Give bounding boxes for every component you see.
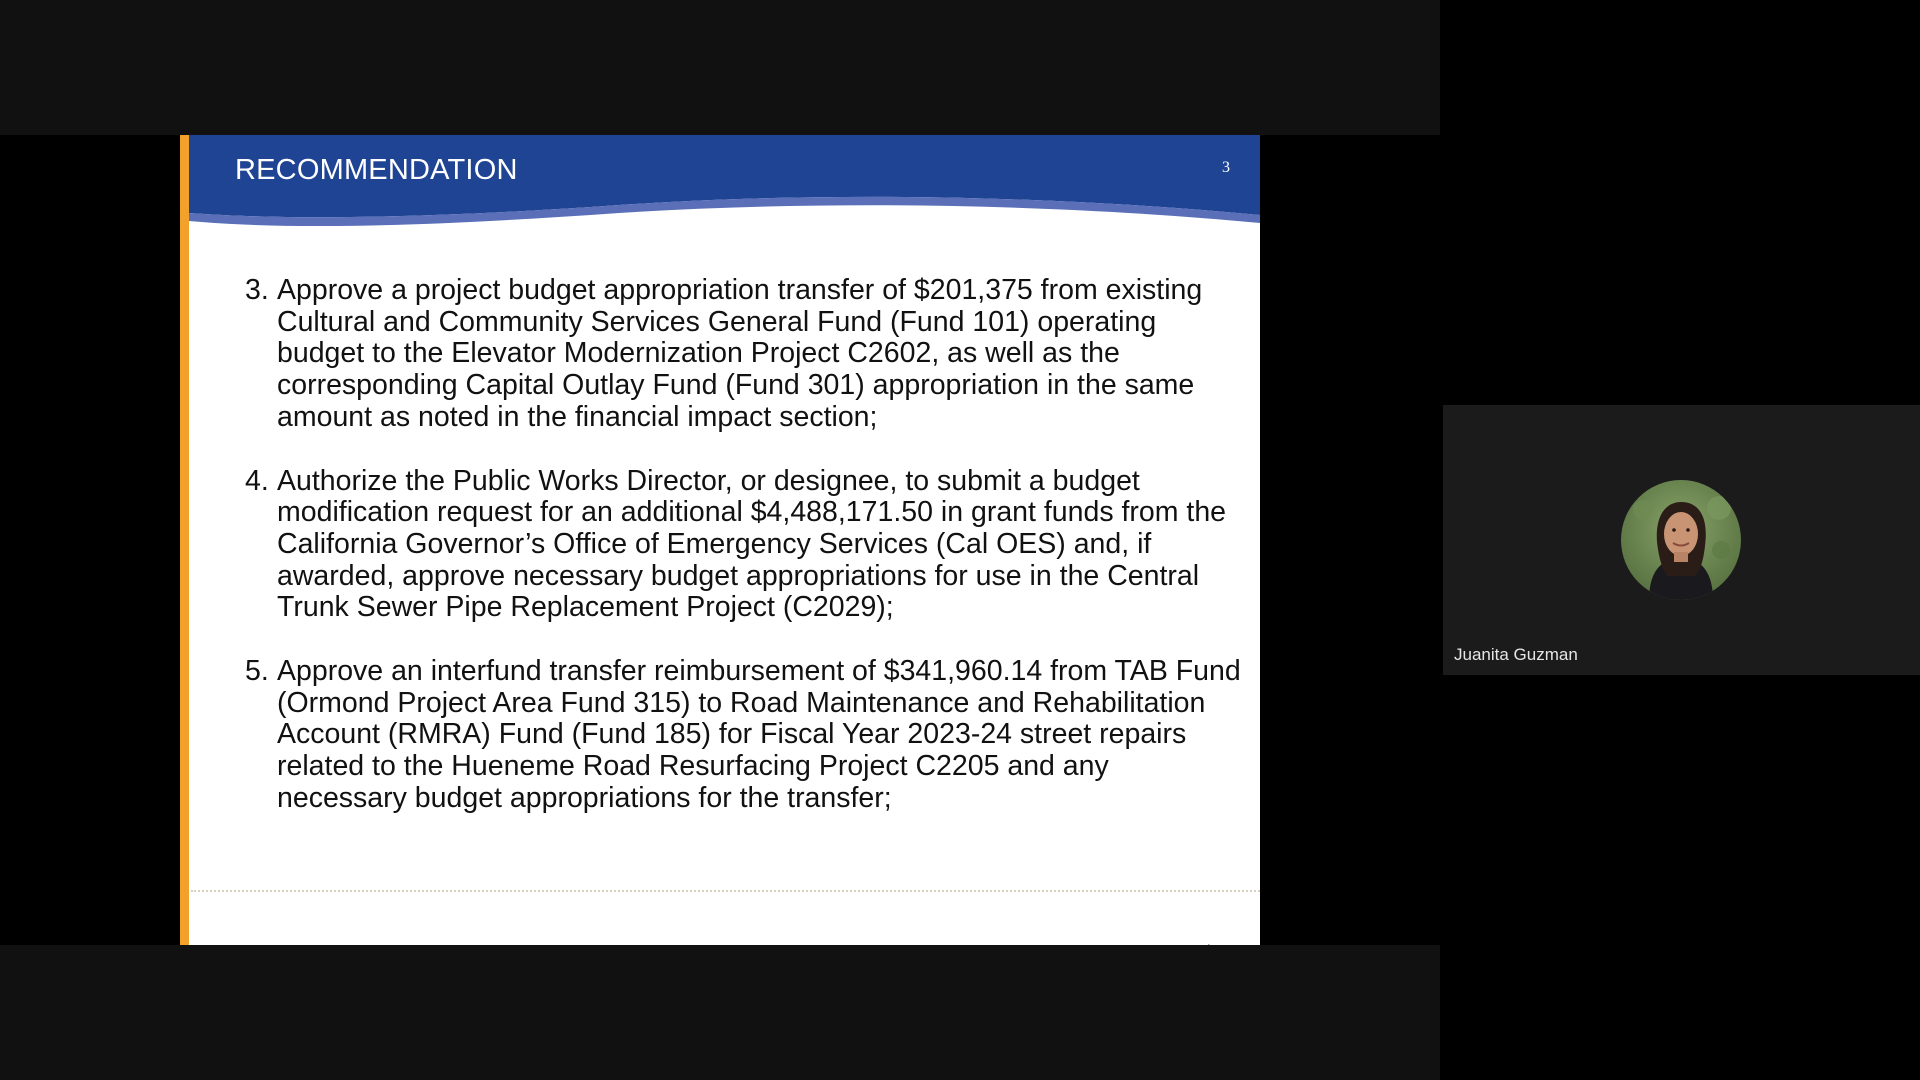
recommendation-text: Approve an interfund transfer reimbursement of $341,960.14 from TAB Fund (Ormond Project Area Fund 315) to Road Maintenance and Rehabilitation Account (RMRA) Fund (Fund 185) for Fiscal Year 2023-24 street repairs related to the Hueneme Road Resurfacing Project C2205 and any necessary budget appropriations for the transfer; [277,655,1241,814]
recommendation-number: 4. [245,464,269,497]
recommendation-item [245,656,1245,815]
slide-footer-divider [191,890,1260,892]
recommendation-list [245,275,1245,847]
slide-title: RECOMMENDATION [235,154,518,186]
recommendation-text: Authorize the Public Works Director, or designee, to submit a budget modification request for an additional $4,488,171.50 in grant funds from the California Governor’s Office of Emergency Services (Cal OES) and, if awarded, approve necessary budget appropriations for use in the Central Trunk Sewer Pipe Replacement Project (C2029); [277,464,1227,624]
recommendation-item [245,466,1245,625]
recommendation-number: 5. [245,655,269,688]
slide-header [189,135,1260,235]
participant-photo [1621,480,1741,600]
participant-name-label: Juanita Guzman [1454,645,1578,664]
recommendation-number: 3. [245,274,269,306]
recommendation-text: Approve a project budget appropriation transfer of $201,375 from existing Cultural and Community Services General Fund (Fund 101) operating budget to the Elevator Modernization Project C2602, as well as the corresponding Capital Outlay Fund (Fund 301) appropriation in the same amount as noted in the financial impact section; [277,274,1203,433]
letterbox-top [0,0,1440,135]
recommendation-item [245,275,1245,434]
slide-accent-bar [180,135,189,945]
slide-page-number: 3 [1222,159,1230,176]
mouse-pointer-icon [1208,944,1220,945]
presentation-slide [180,135,1260,945]
letterbox-bottom [0,945,1440,1080]
participant-video-tile[interactable] [1443,405,1920,675]
participant-avatar [1621,480,1741,600]
